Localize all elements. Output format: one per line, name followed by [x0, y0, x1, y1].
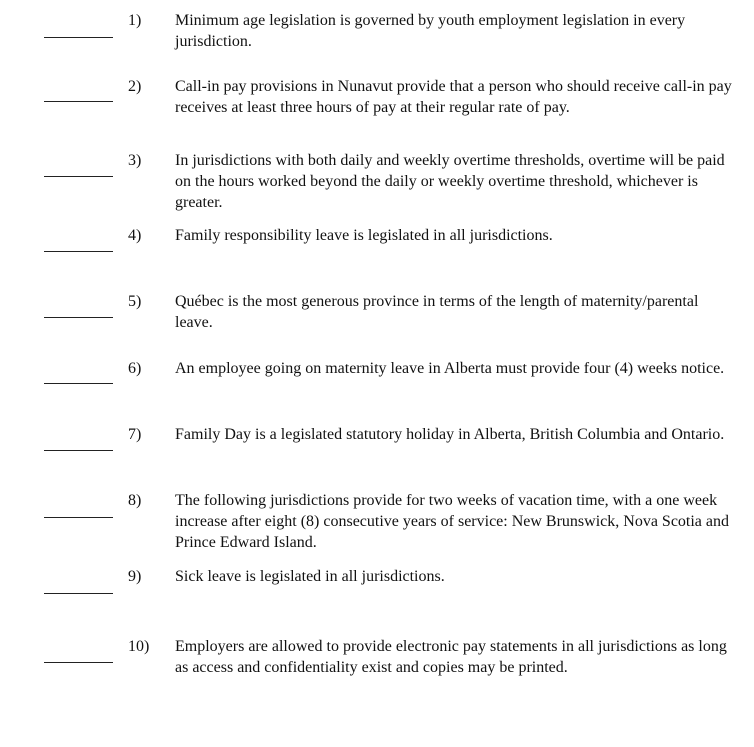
question-text-2: Call-in pay provisions in Nunavut provide that a person who should receive call-in pay receives at least three hours of pay at their regular rate of pay.: [175, 78, 732, 116]
question-number-1: 1): [128, 12, 142, 29]
question-number-3: 3): [128, 152, 142, 169]
answer-blank-5[interactable]: [44, 317, 113, 318]
question-number-4: 4): [128, 227, 142, 244]
question-text-5: Québec is the most generous province in terms of the length of maternity/parental leave.: [175, 293, 699, 331]
answer-blank-3[interactable]: [44, 176, 113, 177]
question-number-2: 2): [128, 78, 142, 95]
answer-blank-8[interactable]: [44, 517, 113, 518]
answer-blank-9[interactable]: [44, 593, 113, 594]
question-number-9: 9): [128, 568, 142, 585]
answer-blank-6[interactable]: [44, 383, 113, 384]
question-number-7: 7): [128, 426, 142, 443]
answer-blank-4[interactable]: [44, 251, 113, 252]
question-text-6: An employee going on maternity leave in Alberta must provide four (4) weeks notice.: [175, 360, 725, 377]
question-text-7: Family Day is a legislated statutory holiday in Alberta, British Columbia and Ontario.: [175, 426, 725, 443]
question-text-1: Minimum age legislation is governed by youth employment legislation in every jurisdiction.: [175, 12, 686, 50]
question-text-10: Employers are allowed to provide electronic pay statements in all jurisdictions as long as access and confidentiality exist and copies may be printed.: [175, 638, 727, 676]
question-number-10: 10): [128, 638, 150, 655]
answer-blank-10[interactable]: [44, 662, 113, 663]
answer-blank-7[interactable]: [44, 450, 113, 451]
question-text-8: The following jurisdictions provide for two weeks of vacation time, with a one week increase after eight (8) consecutive years of service: New Brunswick, Nova Scotia and Prince Edward Island.: [175, 492, 730, 551]
question-text-9: Sick leave is legislated in all jurisdictions.: [175, 568, 445, 585]
question-text-4: Family responsibility leave is legislated in all jurisdictions.: [175, 227, 553, 244]
answer-blank-2[interactable]: [44, 101, 113, 102]
answer-blank-1[interactable]: [44, 37, 113, 38]
question-number-5: 5): [128, 293, 142, 310]
question-number-6: 6): [128, 360, 142, 377]
question-number-8: 8): [128, 492, 142, 509]
question-text-3: In jurisdictions with both daily and weekly overtime thresholds, overtime will be paid on the hours worked beyond the daily or weekly overtime threshold, whichever is greater.: [175, 152, 725, 211]
